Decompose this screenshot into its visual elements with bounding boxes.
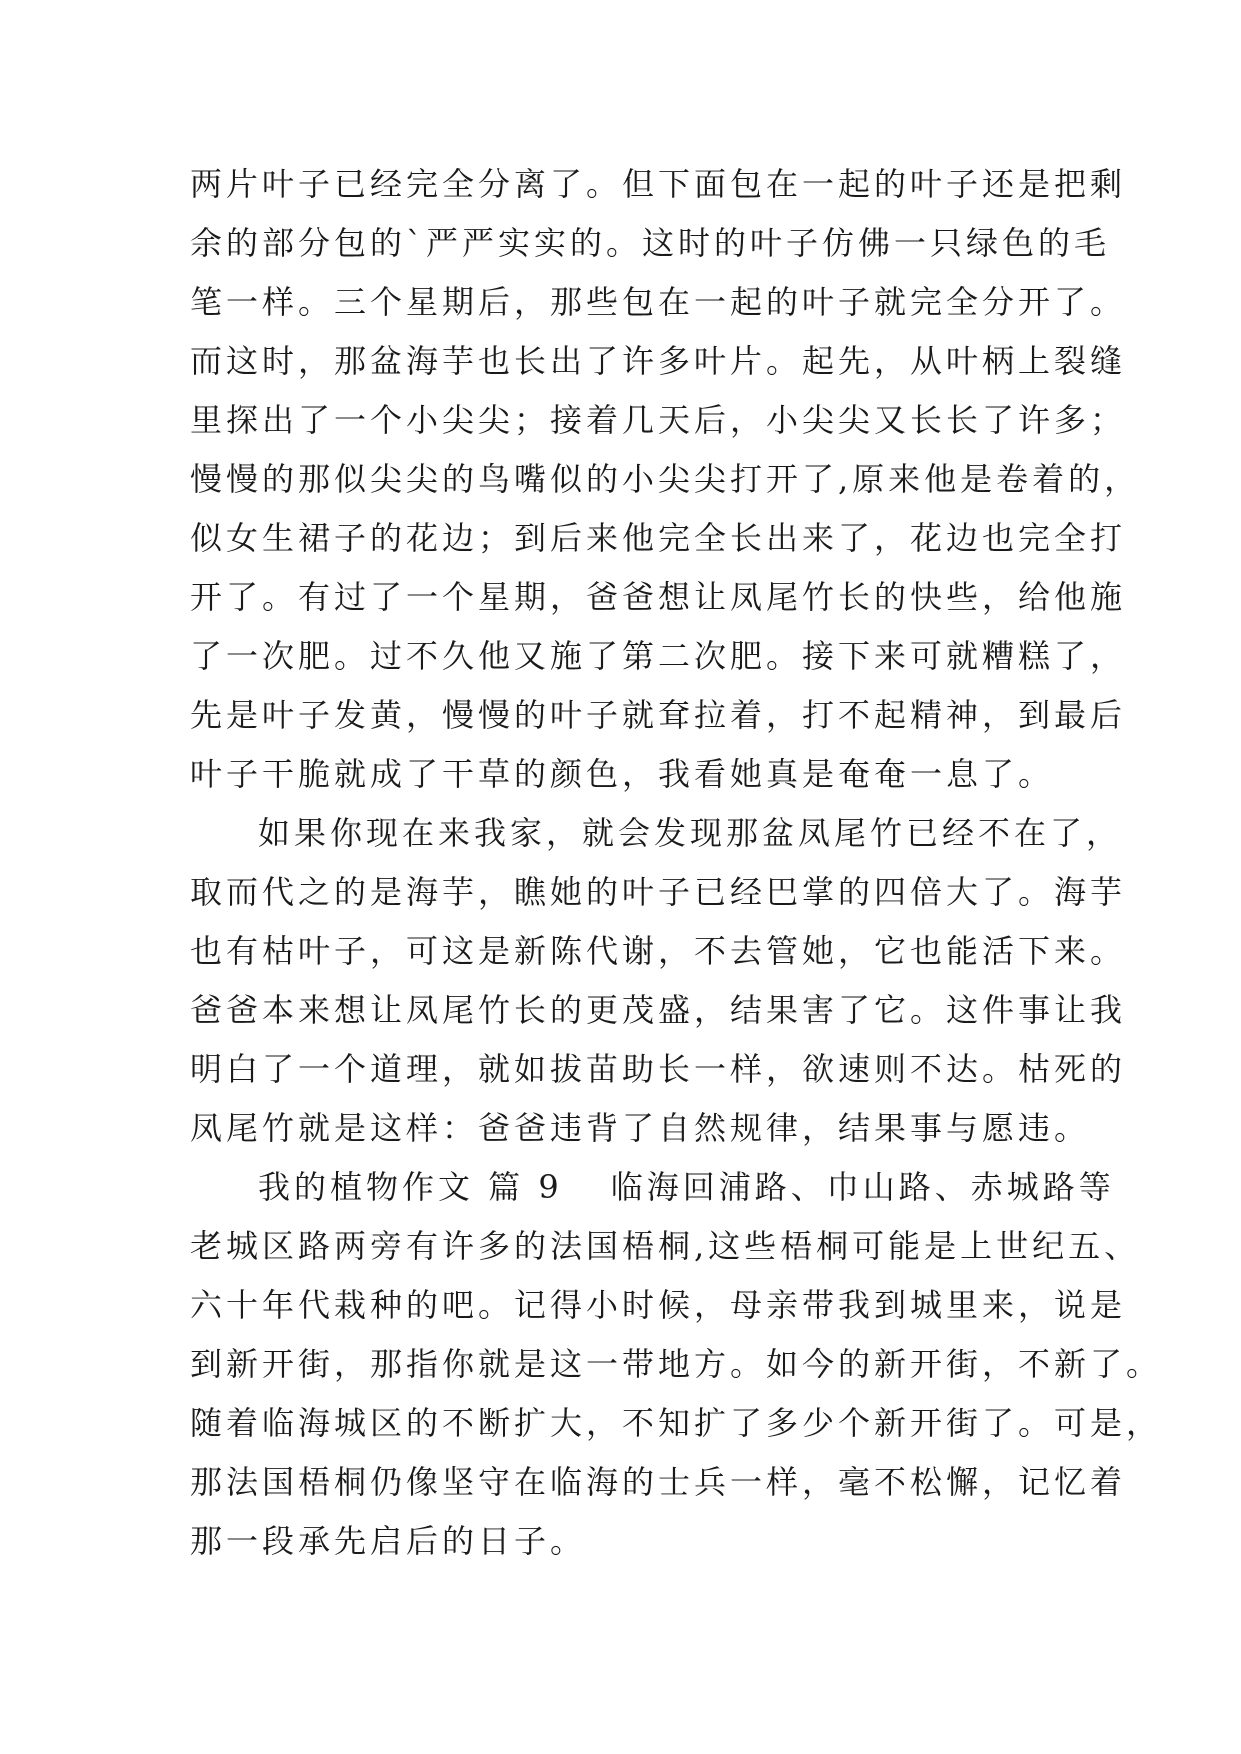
text-line: 先是叶子发黄，慢慢的叶子就耷拉着，打不起精神，到最后	[190, 696, 1127, 734]
text-line: 六十年代栽种的吧。记得小时候，母亲带我到城里来，说是	[190, 1286, 1127, 1324]
text-line: 老城区路两旁有许多的法国梧桐,这些梧桐可能是上世纪五、	[190, 1227, 1141, 1265]
text-line: 那一段承先启后的日子。	[190, 1522, 587, 1560]
text-line-first	[190, 1158, 1115, 1217]
text-line: 两片叶子已经完全分离了。但下面包在一起的叶子还是把剩	[190, 165, 1127, 203]
text-line: 似女生裙子的花边；到后来他完全长出来了，花边也完全打	[190, 519, 1127, 557]
text-line: 而这时，那盆海芋也长出了许多叶片。起先，从叶柄上裂缝	[190, 342, 1127, 380]
text-line: 凤尾竹就是这样：爸爸违背了自然规律，结果事与愿违。	[190, 1109, 1091, 1147]
text-line: 那法国梧桐仍像坚守在临海的士兵一样，毫不松懈，记忆着	[190, 1463, 1127, 1501]
text-line: 开了。有过了一个星期，爸爸想让凤尾竹长的快些，给他施	[190, 578, 1127, 616]
text-line: 也有枯叶子，可这是新陈代谢，不去管她，它也能活下来。	[190, 932, 1127, 970]
text-line: 取而代之的是海芋，瞧她的叶子已经巴掌的四倍大了。海芋	[190, 873, 1127, 911]
text-line: 明白了一个道理，就如拔苗助长一样，欲速则不达。枯死的	[190, 1050, 1127, 1088]
text-line: 了一次肥。过不久他又施了第二次肥。接下来可就糟糕了，	[190, 637, 1127, 675]
text-line: 笔一样。三个星期后，那些包在一起的叶子就完全分开了。	[190, 283, 1127, 321]
text-line: 随着临海城区的不断扩大，不知扩了多少个新开街了。可是，	[190, 1404, 1163, 1442]
text-line: 里探出了一个小尖尖；接着几天后，小尖尖又长长了许多；	[190, 401, 1127, 439]
text-line: 慢慢的那似尖尖的鸟嘴似的小尖尖打开了,原来他是卷着的，	[190, 460, 1141, 498]
first-line-text: 临海回浦路、巾山路、赤城路等	[610, 1168, 1115, 1206]
paragraph-1	[190, 155, 1141, 804]
text-line: 到新开街，那指你就是这一带地方。如今的新开街，不新了。	[190, 1345, 1163, 1383]
text-line: 余的部分包的`严严实实的。这时的叶子仿佛一只绿色的毛	[190, 224, 1111, 262]
paragraph-3	[190, 1158, 1163, 1571]
text-line-first: 如果你现在来我家，就会发现那盆凤尾竹已经不在了，	[258, 814, 1123, 852]
paragraph-2	[190, 804, 1127, 1158]
text-line: 叶子干脆就成了干草的颜色，我看她真是奄奄一息了。	[190, 755, 1055, 793]
section-heading: 我的植物作文 篇 9	[258, 1168, 563, 1206]
text-line: 爸爸本来想让凤尾竹长的更茂盛，结果害了它。这件事让我	[190, 991, 1127, 1029]
document-body	[190, 155, 1163, 1571]
